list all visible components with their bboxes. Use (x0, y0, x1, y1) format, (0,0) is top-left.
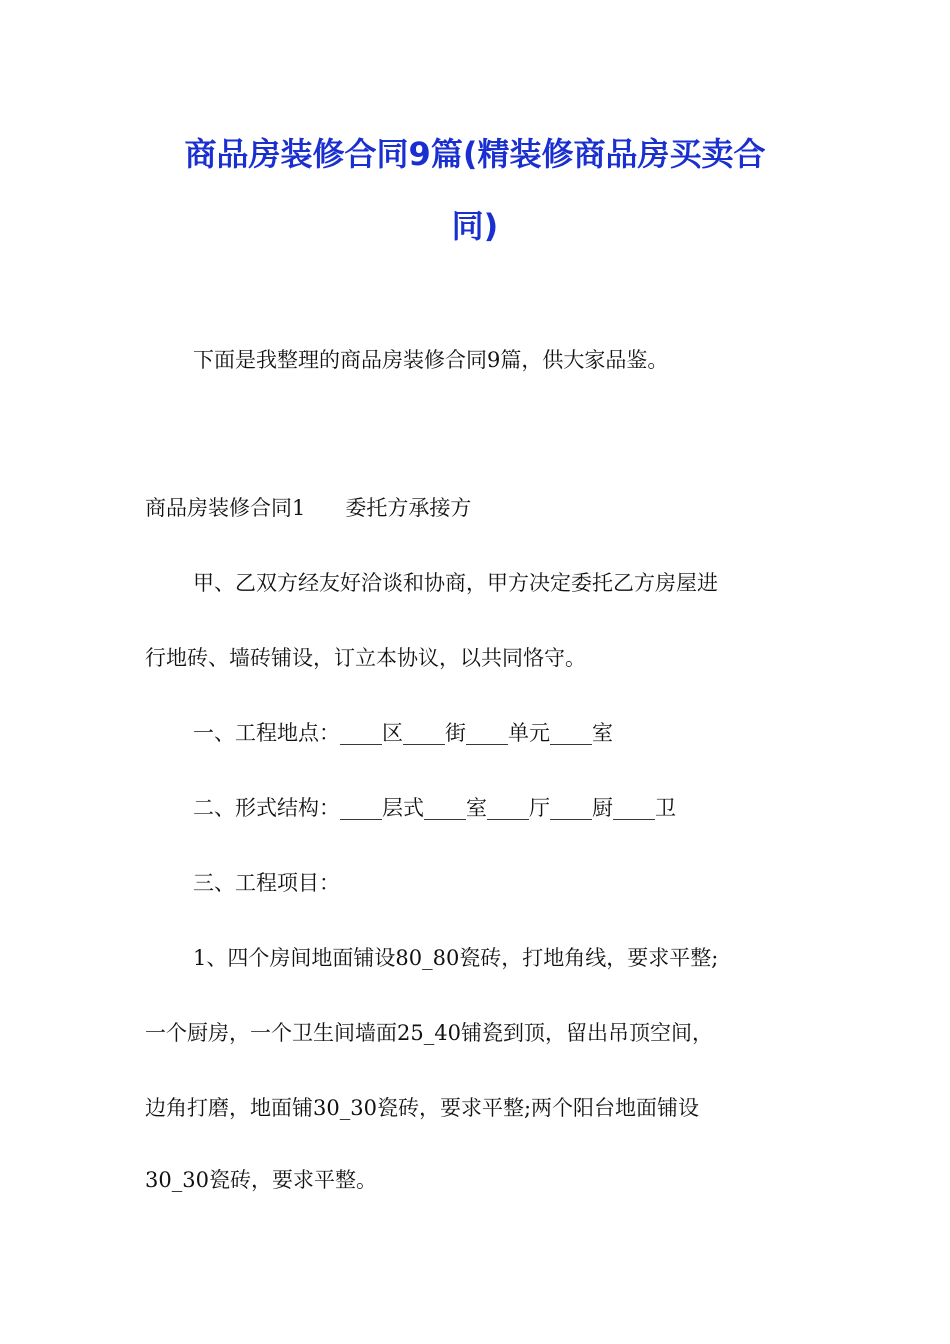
body-line: 甲、乙双方经友好洽谈和协商，甲方决定委托乙方房屋进 (193, 571, 718, 595)
section-heading-contract-1: 商品房装修合同1 委托方承接方 (145, 496, 472, 520)
intro-paragraph: 下面是我整理的商品房装修合同9篇，供大家品鉴。 (193, 348, 669, 372)
clause-structure: 二、形式结构：____层式____室____厅____厨____卫 (193, 796, 676, 820)
body-line: 30_30瓷砖，要求平整。 (145, 1168, 377, 1192)
clause-location: 一、工程地点：____区____街____单元____室 (193, 721, 613, 745)
body-line: 行地砖、墙砖铺设，订立本协议，以共同恪守。 (145, 646, 586, 670)
body-line: 1、四个房间地面铺设80_80瓷砖，打地角线，要求平整; (193, 946, 719, 970)
body-line: 一个厨房，一个卫生间墙面25_40铺瓷到顶，留出吊顶空间， (145, 1021, 713, 1045)
document-title-line-2: 同) (451, 207, 499, 245)
body-line: 边角打磨，地面铺30_30瓷砖，要求平整;两个阳台地面铺设 (145, 1096, 700, 1120)
clause-items-heading: 三、工程项目： (193, 871, 340, 895)
document-title-line-1: 商品房装修合同9篇(精装修商品房买卖合 (184, 135, 766, 173)
